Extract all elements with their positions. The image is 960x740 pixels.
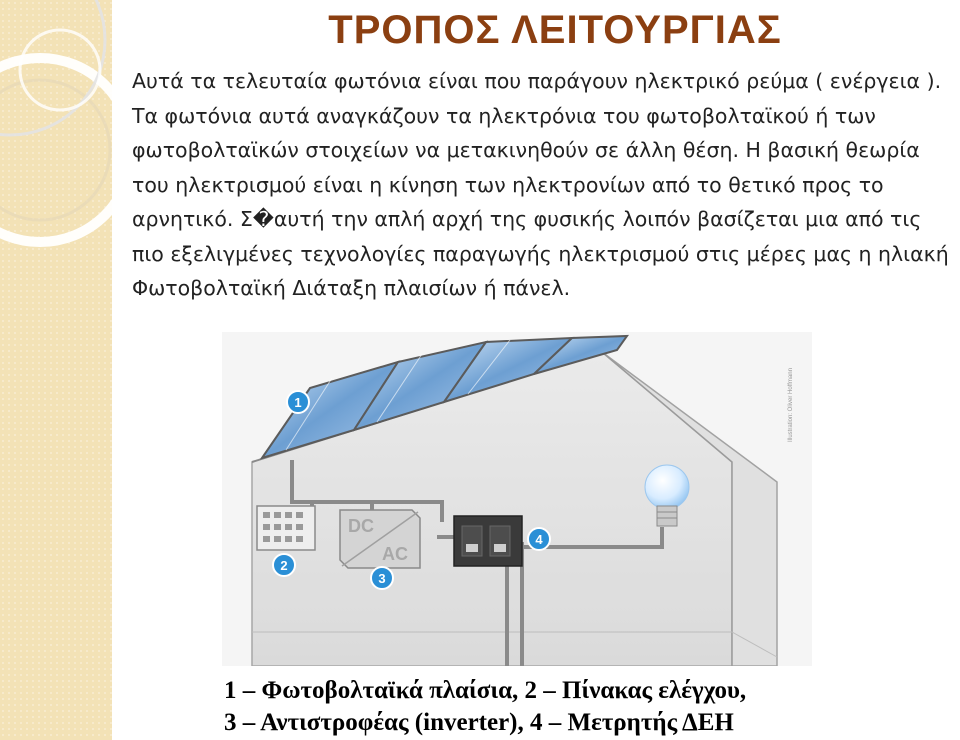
inverter <box>340 510 420 568</box>
solar-house-diagram <box>222 332 812 666</box>
illustration-credit: Illustration: Oliver Hoffmann <box>788 368 794 442</box>
dc-label: DC <box>348 516 374 536</box>
caption-line-2: 3 – Αντιστροφέας (inverter), 4 – Μετρητής ΔΕΗ <box>224 709 734 736</box>
ac-label: AC <box>382 544 408 564</box>
legend-caption <box>224 675 944 739</box>
svg-text:2: 2 <box>280 558 288 573</box>
utility-meter <box>454 516 522 566</box>
marker-2 <box>273 554 295 576</box>
svg-text:1: 1 <box>294 395 302 410</box>
marker-4 <box>528 528 550 550</box>
svg-text:4: 4 <box>535 532 543 547</box>
caption-line-1: 1 – Φωτοβολταϊκά πλαίσια, 2 – Πίνακας ελέγχου, <box>224 677 747 704</box>
svg-text:3: 3 <box>378 571 386 586</box>
marker-3 <box>371 567 393 589</box>
house-illustration <box>222 332 812 666</box>
marker-1 <box>287 391 309 413</box>
page-title: ΤΡΟΠΟΣ ΛΕΙΤΟΥΡΓΙΑΣ <box>328 8 782 52</box>
control-panel <box>257 506 315 550</box>
body-paragraph: Αυτά τα τελευταία φωτόνια είναι που παράγουν ηλεκτρικό ρεύμα ( ενέργεια ). Τα φωτόνια αυτά αναγκάζουν τα ηλεκτρόνια του φωτοβολταϊκού ή των φωτοβολταϊκών στοιχείων να μετακινηθούν σε άλλη θέση. Η βασική θεωρία του ηλεκτρισμού είναι η κίνηση των ηλεκτρονίων από το θετικό προς το αρνητικό. Σ�αυτή την απλή αρχή της φυσικής λοιπόν βασίζεται μια από τις πιο εξελιγμένες τεχνολογίες παραγωγής ηλεκτρισμού στις μέρες μας η ηλιακή Φωτοβολταϊκή Διάταξη πλαισίων ή πάνελ. <box>132 69 949 300</box>
